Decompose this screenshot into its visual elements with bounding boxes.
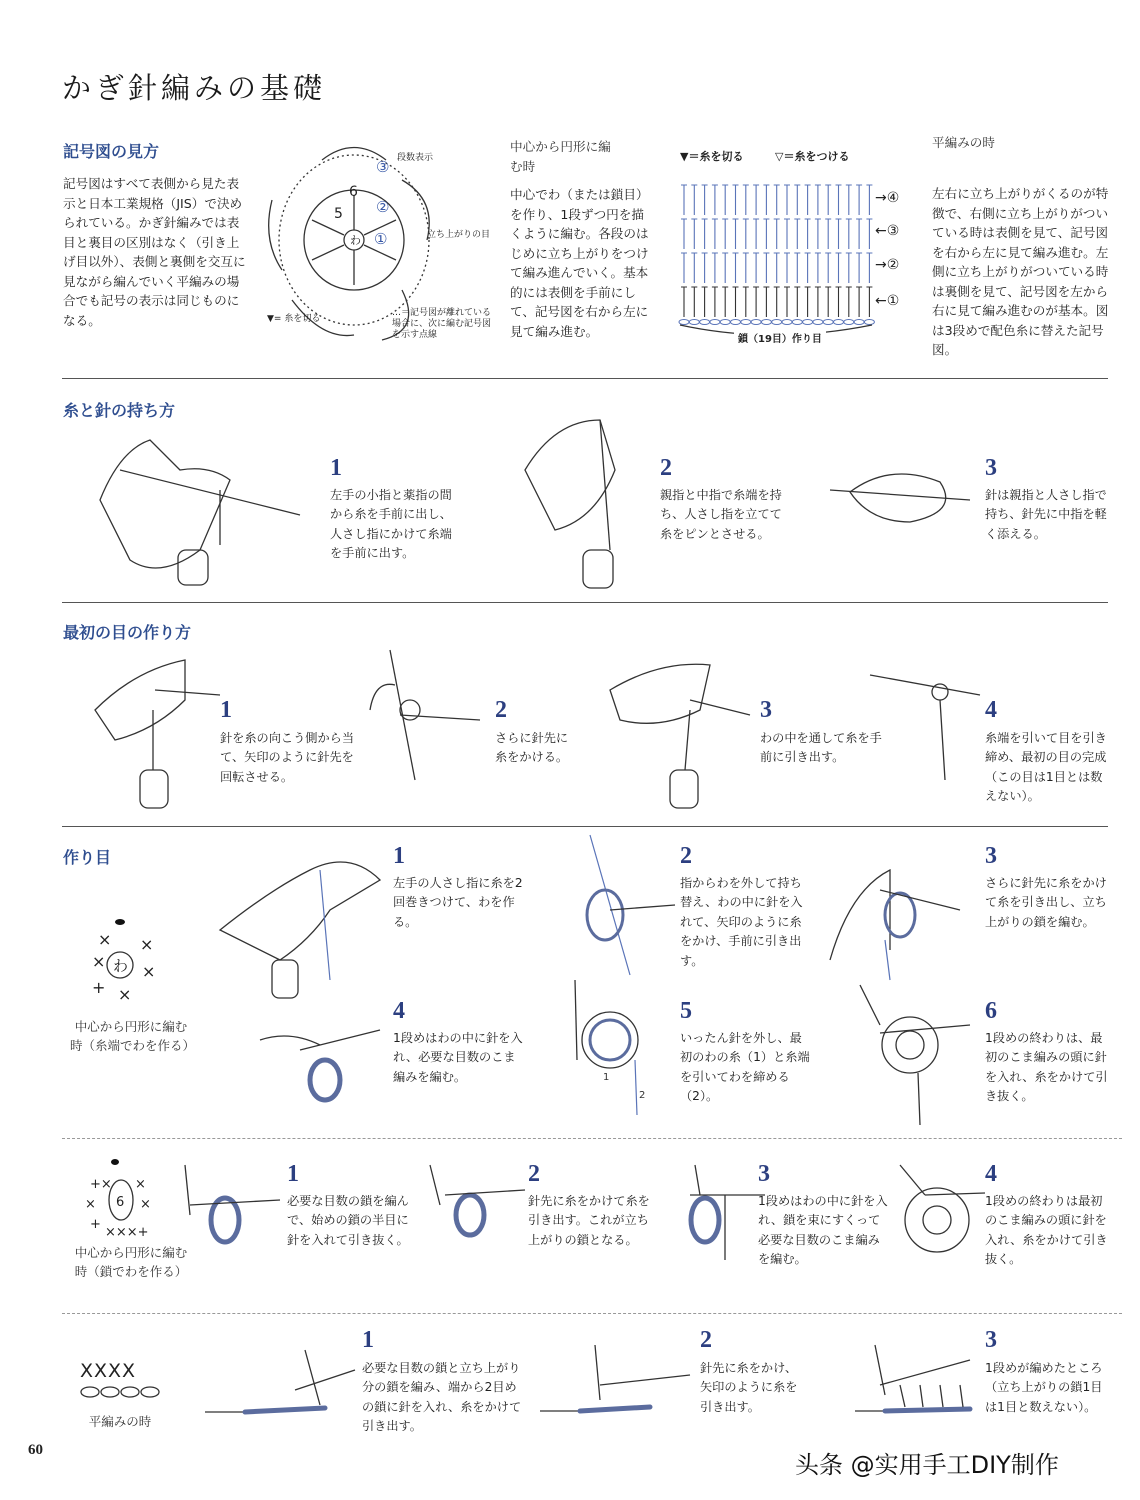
stitch-symbol — [866, 185, 872, 215]
svg-text:+×: +× — [90, 1177, 112, 1192]
svg-text:1: 1 — [603, 1072, 610, 1083]
svg-text:×: × — [92, 952, 106, 971]
svg-text:③: ③ — [376, 158, 390, 176]
svg-text:×××+: ×××+ — [105, 1225, 149, 1240]
watermark: 头条 @实用手工DIY制作 — [795, 1451, 1059, 1479]
stitch-symbol — [691, 253, 697, 283]
stitch-symbol — [846, 219, 852, 249]
stitch-symbol — [856, 185, 862, 215]
stitch-symbol — [774, 219, 780, 249]
svg-text:×: × — [98, 930, 112, 949]
chain-symbol — [689, 320, 699, 325]
stitch-symbol — [846, 287, 852, 317]
stitch-symbol — [753, 185, 759, 215]
section-divider — [62, 602, 1108, 603]
stitch-symbol — [712, 253, 718, 283]
foundation-yarn-step-2-illustration — [560, 835, 680, 975]
stitch-symbol — [784, 253, 790, 283]
stitch-symbol — [794, 219, 800, 249]
stitch-symbol — [805, 219, 811, 249]
stitch-symbol — [836, 219, 842, 249]
stitch-symbol — [856, 219, 862, 249]
chain-ring-step-1-illustration — [180, 1165, 280, 1250]
stitch-symbol — [825, 185, 831, 215]
stitch-symbol — [774, 287, 780, 317]
stitch-symbol — [722, 219, 728, 249]
stitch-symbol — [681, 185, 687, 215]
flat-body: 左右に立ち上がりがくるのが特徴で、右側に立ち上がりがついている時は表側を見て、記号図を右から左に見て編み進む。左側に立ち上がりがついている時は裏側を見て、記号図を左から右に見て編み進むのが基本。図は3段めで配色糸に替えた記号図。 — [932, 186, 1109, 357]
section-heading-foundation: 作り目 — [63, 848, 112, 867]
first-stitch-step-1-illustration — [95, 650, 220, 810]
chain-symbol — [751, 320, 761, 325]
svg-text:+: + — [90, 1217, 101, 1232]
dashed-divider — [62, 1138, 1122, 1139]
svg-text:6: 6 — [349, 184, 358, 200]
stitch-symbol — [825, 253, 831, 283]
row-2-label: →② — [875, 257, 900, 273]
stitch-symbol — [712, 185, 718, 215]
label-turning-chain: 立ち上がりの目 — [427, 230, 491, 240]
chain-symbol — [792, 320, 802, 325]
stitch-symbol — [712, 219, 718, 249]
chain-symbol — [864, 320, 874, 325]
stitch-symbol — [815, 253, 821, 283]
flat-caption: 平編みの時 — [88, 1414, 152, 1429]
stitch-symbol — [681, 253, 687, 283]
chain-symbol — [710, 320, 720, 325]
page-number: 60 — [28, 1442, 43, 1458]
section-divider — [62, 378, 1108, 379]
label-dotted-line: …＝記号図が離れている場合に、次に編む記号図を示す点線 — [392, 308, 492, 340]
hand-holding-hook-illustration — [830, 462, 970, 532]
svg-text:×: × — [85, 1197, 96, 1212]
stitch-symbol — [836, 185, 842, 215]
yarn-ring-symbol-diagram — [80, 915, 160, 1005]
stitch-symbol — [774, 185, 780, 215]
stitch-symbol — [733, 287, 739, 317]
svg-text:①: ① — [374, 230, 388, 248]
first-stitch-step-2-illustration — [370, 650, 480, 780]
dashed-divider — [62, 1313, 1122, 1314]
stitch-symbol — [805, 185, 811, 215]
yarn-ring-caption: 中心から円形に編む時（糸端でわを作る） — [70, 1019, 196, 1053]
stitch-symbol — [866, 253, 872, 283]
section-heading-first-stitch: 最初の目の作り方 — [63, 623, 192, 642]
page-title: かぎ針編みの基礎 — [62, 71, 327, 105]
center-ring-symbol: わ — [350, 234, 361, 247]
chain-symbol — [679, 320, 689, 325]
svg-text:×: × — [140, 935, 154, 954]
flat-heading: 平編みの時 — [932, 135, 995, 150]
flat-step-2-illustration — [540, 1345, 690, 1425]
stitch-symbol — [753, 253, 759, 283]
chain-symbol — [741, 320, 751, 325]
chain-symbol — [834, 320, 844, 325]
chain-ring-symbol-diagram — [85, 1158, 160, 1238]
stitch-symbol — [825, 219, 831, 249]
stitch-symbol — [836, 253, 842, 283]
stitch-symbol — [733, 185, 739, 215]
stitch-symbol — [722, 253, 728, 283]
chain-symbol — [803, 320, 813, 325]
chain-ring-step-2-illustration — [425, 1165, 525, 1250]
stitch-symbol — [794, 287, 800, 317]
stitch-symbol — [763, 253, 769, 283]
stitch-symbol — [856, 253, 862, 283]
row-1-label: ←① — [875, 293, 900, 309]
stitch-symbol — [866, 219, 872, 249]
stitch-symbol — [784, 219, 790, 249]
stitch-symbol — [784, 185, 790, 215]
stitch-symbol — [846, 253, 852, 283]
svg-text:+: + — [92, 978, 106, 997]
stitch-symbol — [712, 287, 718, 317]
flat-chart-diagram — [672, 180, 922, 350]
stitch-symbol — [825, 287, 831, 317]
stitch-symbol — [691, 287, 697, 317]
svg-text:②: ② — [376, 198, 390, 216]
stitch-symbol — [805, 287, 811, 317]
stitch-symbol — [763, 287, 769, 317]
section-divider — [62, 826, 1108, 827]
stitch-symbol — [702, 185, 708, 215]
chain-symbol — [844, 320, 854, 325]
stitch-symbol — [805, 253, 811, 283]
chain-symbol — [731, 320, 741, 325]
stitch-symbol — [743, 219, 749, 249]
svg-text:わ: わ — [113, 957, 129, 975]
stitch-symbol — [702, 219, 708, 249]
row-3-label: ←③ — [875, 223, 900, 239]
svg-text:6: 6 — [116, 1195, 125, 1210]
stitch-symbol — [836, 287, 842, 317]
stitch-symbol — [733, 253, 739, 283]
cut-triangle-icon: ▼ — [267, 314, 274, 324]
stitch-symbol — [794, 185, 800, 215]
stitch-symbol — [753, 219, 759, 249]
stitch-symbol — [702, 253, 708, 283]
stitch-symbol — [743, 185, 749, 215]
section-heading-symbol-chart: 記号図の見方 — [63, 142, 160, 161]
chain-symbol — [761, 320, 771, 325]
stitch-symbol — [722, 287, 728, 317]
round-heading: 中心から円形に編む時 — [510, 139, 611, 174]
stitch-symbol — [815, 185, 821, 215]
stitch-symbol — [722, 185, 728, 215]
svg-text:2: 2 — [639, 1090, 646, 1101]
stitch-symbol — [681, 287, 687, 317]
legend-cut: ▼＝糸を切る — [680, 150, 744, 163]
stitch-symbol — [794, 253, 800, 283]
hand-holding-yarn-illustration — [100, 430, 310, 590]
chain-symbol — [823, 320, 833, 325]
svg-text:×: × — [142, 962, 156, 981]
chain-symbol — [854, 320, 864, 325]
stitch-symbol — [815, 287, 821, 317]
legend-attach: ▽＝糸をつける — [775, 150, 850, 163]
flat-symbol-diagram: XXXX — [80, 1360, 137, 1382]
label-cut-yarn: ▼= 糸を切る — [267, 314, 321, 324]
stitch-symbol — [753, 287, 759, 317]
stitch-symbol — [691, 185, 697, 215]
stitch-symbol — [691, 219, 697, 249]
first-stitch-step-3-illustration — [610, 650, 750, 810]
chain-ring-caption: 中心から円形に編む時（鎖でわを作る） — [74, 1245, 188, 1279]
stitch-symbol — [763, 219, 769, 249]
label-row-numbers: 段数表示 — [397, 153, 434, 163]
flat-step-1-illustration — [205, 1350, 355, 1425]
stitch-symbol — [866, 287, 872, 317]
svg-text:5: 5 — [334, 206, 343, 222]
chain-symbol — [782, 320, 792, 325]
svg-text:×: × — [140, 1197, 151, 1212]
chain-ring-step-3-illustration — [670, 1165, 765, 1260]
stitch-symbol — [784, 287, 790, 317]
chain-symbol — [700, 320, 710, 325]
foundation-yarn-step-4-illustration — [260, 1010, 380, 1110]
foundation-yarn-step-6-illustration — [850, 985, 970, 1125]
symbol-chart-body: 記号図はすべて表側から見た表示と日本工業規格（JIS）で決められている。かぎ針編みでは表目と裏目の区別はなく（引き上げ目以外）、表側と裏側を交互に見ながら編んでいく平編みの場合でも記号の表示は同じものになる。 — [63, 176, 246, 328]
foundation-yarn-step-1-illustration — [220, 850, 385, 1000]
stitch-symbol — [763, 185, 769, 215]
svg-text:×: × — [135, 1177, 146, 1192]
hand-tensioning-yarn-illustration — [515, 410, 645, 590]
flower-chart-diagram — [262, 140, 502, 350]
stitch-symbol — [856, 287, 862, 317]
chain-symbol — [772, 320, 782, 325]
stitch-symbol — [774, 253, 780, 283]
foundation-yarn-step-5-illustration — [565, 980, 675, 1120]
flat-chain-symbol — [80, 1385, 165, 1399]
stitch-symbol — [702, 287, 708, 317]
stitch-symbol — [733, 219, 739, 249]
stitch-symbol — [681, 219, 687, 249]
svg-text:×: × — [118, 985, 132, 1004]
foundation-chain-label: 鎖（19目）作り目 — [734, 330, 826, 345]
chain-symbol — [813, 320, 823, 325]
round-body: 中心でわ（または鎖目）を作り、1段ずつ円を描くように編む。各段のはじめに立ち上がりをつけて編み進んでいく。基本的には表側を手前にして、記号図を右から左に見て編み進む。 — [510, 187, 649, 339]
flat-step-3-illustration — [855, 1345, 975, 1425]
row-4-label: →④ — [875, 190, 900, 206]
chain-symbol — [720, 320, 730, 325]
stitch-symbol — [743, 287, 749, 317]
stitch-symbol — [815, 219, 821, 249]
stitch-symbol — [743, 253, 749, 283]
stitch-symbol — [846, 185, 852, 215]
chain-ring-step-4-illustration — [895, 1165, 985, 1260]
foundation-yarn-step-3-illustration — [830, 850, 970, 980]
section-heading-holding: 糸と針の持ち方 — [63, 401, 176, 420]
